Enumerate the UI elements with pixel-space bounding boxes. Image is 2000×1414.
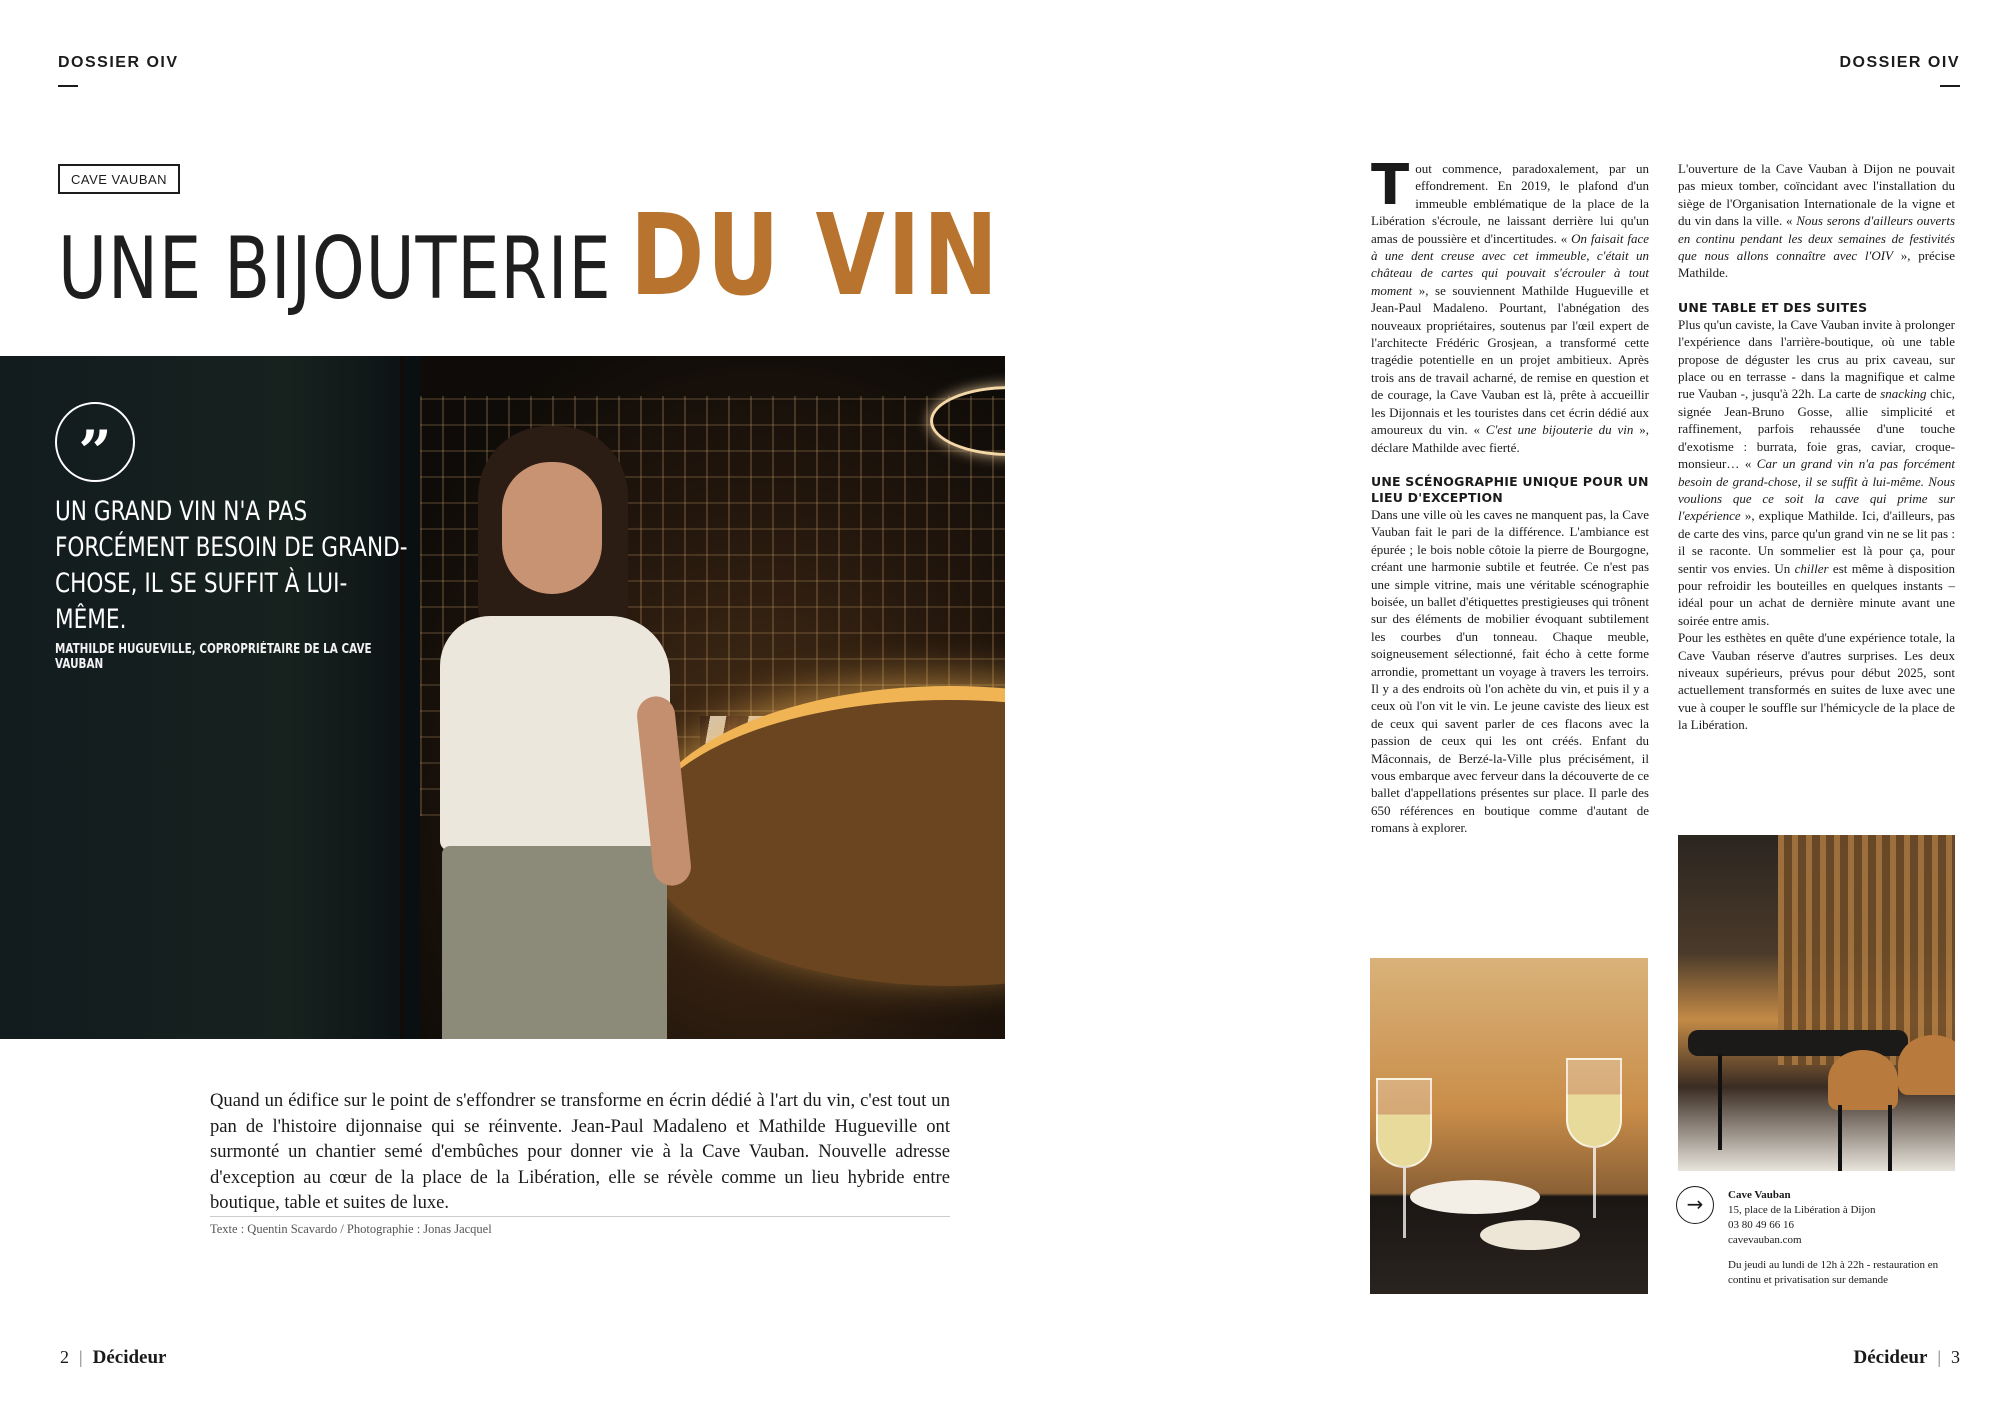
venue-address: 15, place de la Libération à Dijon [1728, 1204, 1876, 1216]
body-paragraph: Pour les esthètes en quête d'une expérience totale, la Cave Vauban réserve d'autres surprises. Les deux niveaux supérieurs, prévus pour début 2025, sont actuellement transformés en suites de luxe avec une vue à couper le souffle sur l'hémicycle de la place de la Libération. [1678, 630, 1955, 733]
portrait-trousers [442, 846, 667, 1039]
body-text: out commence, paradoxalement, par un effondrement. En 2019, le plafond d'un immeuble emblématique de la place de la Libération s'écroule, ne laissant derrière lui qu'un amas de poussière et d'incertitudes. « [1371, 161, 1649, 246]
body-text: », précise Mathilde. [1678, 248, 1956, 281]
page-number: 2 [60, 1347, 69, 1367]
chair-leg [1718, 1055, 1722, 1150]
body-quote-text: C'est une bijouterie du vin [1485, 422, 1634, 438]
pull-quote [55, 402, 415, 672]
body-paragraph [1371, 153, 1650, 456]
title-part-1: UNE BIJOUTERIE [58, 219, 612, 319]
page-number: 3 [1951, 1347, 1960, 1367]
body-paragraph [1678, 316, 1955, 629]
folio-left [60, 1347, 166, 1369]
venue-details [1728, 1188, 1968, 1288]
body-quote-text: Nous serons d'ailleurs ouverts en continu pendant les deux semaines de festivités que nous allons connaître avec l'OIV [1678, 213, 1956, 264]
body-paragraph: Dans une ville où les caves ne manquent pas, la Cave Vauban fait le pari de la différence. L'ambiance est épurée ; le bois noble côtoie la pierre de Bourgogne, créant une harmonie subtile et feutrée. Ce n'est pas une simple vitrine, mais une véritable scénographie boisée, un ballet d'étiquettes prestigieuses qui trônent sur des éléments de mobilier évoquant subtilement les courbes d'un tonneau. Chaque meuble, soigneusement sélectionné, fait écho à cette forme arrondie, promettant un voyage à travers les terroirs. Il y a des endroits où l'on achète du vin, et puis il y a ceux où l'on vit le vin. Le jeune caviste des lieux est de ceux qui savent parler de ces flacons avec la passion de ceux qui les ont créés. Enfant du Mâconnais, de Berzé-la-Ville plus précisément, il vous embarque avec ferveur dans la découverte de ce ballet d'appellations présentes sur place. Il parle des 650 références en boutique comme d'autant de romans à explorer. [1371, 506, 1649, 836]
chair-leg [1838, 1105, 1842, 1171]
body-text: Plus qu'un caviste, la Cave Vauban invite à prolonger l'expérience dans l'arrière-boutique, où une table propose de déguster les crus au prix caveau, sur place ou en terrasse - dans la magnifique et calme rue Vauban -, jusqu'à 22h. La carte de [1678, 316, 1955, 402]
section-kicker: CAVE VAUBAN [58, 164, 180, 194]
running-head-left [58, 54, 179, 87]
body-quote-text: On faisait face à une dent creuse avec cet immeuble, c'était un château de cartes qui pouvait s'écrouler à tout moment [1371, 230, 1649, 298]
running-head-left-text: DOSSIER OIV [58, 54, 179, 71]
plate [1410, 1180, 1540, 1214]
pull-quote-attribution: MATHILDE HUGUEVILLE, COPROPRIÉTAIRE DE LA CAVE VAUBAN [55, 642, 372, 672]
body-text: », se souviennent Mathilde Hugueville et Jean-Paul Madaleno. Pourtant, l'abnégation des nouveaux propriétaires, soutenus par l'œil expert de l'architecte Frédéric Grosjean, a transformé cette tragédie potentielle en un projet ambitieux. Après trois ans de travail acharné, de remise en question et de courage, la Cave Vauban est là, prête à accueillir les Dijonnais et les touristes dans cet écrin dédié aux amoureux du vin. « [1371, 282, 1649, 438]
pull-quote-text: UN GRAND VIN N'A PAS FORCÉMENT BESOIN DE GRAND-CHOSE, IL SE SUFFIT À LUI-MÊME. [55, 496, 408, 635]
running-head-rule [1940, 85, 1960, 87]
portrait-top [440, 616, 670, 851]
wine-glass [1566, 1058, 1622, 1148]
magazine-name: Décideur [92, 1347, 167, 1368]
body-text: est même à disposition pour refroidir les bouteilles en quelques instants – idéal pour un achat de dernière minute avant une soirée entre amis. [1678, 560, 1955, 628]
body-text: L'ouverture de la Cave Vauban à Dijon ne pouvait pas mieux tomber, coïncidant avec l'installation du siège de l'Organisation Internationale de la vigne et du vin dans la ville. « [1678, 161, 1955, 229]
article-intro: Quand un édifice sur le point de s'effondrer se transforme en écrin dédié à l'art du vin, c'est tout un pan de l'histoire dijonnaise qui se réinvente. Jean-Paul Madaleno et Mathilde Hugueville ont surmonté un chantier semé d'embûches pour donner vie à la Cave Vauban. Nouvelle adresse d'exception au cœur de la place de la Libération, elle se révèle comme un lieu hybride entre boutique, table et suites de luxe. [210, 1090, 950, 1213]
drop-cap: T [1371, 153, 1410, 218]
chair [1828, 1050, 1898, 1110]
running-head-right [1839, 54, 1960, 87]
venue-name: Cave Vauban [1728, 1189, 1791, 1201]
photo-wine-glasses [1370, 958, 1648, 1294]
running-head-rule [58, 85, 78, 87]
folio-separator: | [1937, 1347, 1941, 1367]
intro-divider [210, 1216, 950, 1217]
folio-right [1854, 1347, 1960, 1369]
folio-separator: | [79, 1347, 83, 1367]
venue-website: cavevauban.com [1728, 1234, 1802, 1246]
magazine-name: Décideur [1853, 1347, 1928, 1368]
plate [1480, 1220, 1580, 1250]
body-text: », déclare Mathilde avec fierté. [1371, 422, 1650, 455]
quote-mark-icon: ” [55, 402, 135, 482]
body-italic-text: chiller [1794, 560, 1829, 576]
glass-stem [1593, 1148, 1596, 1218]
chair-leg [1888, 1105, 1892, 1171]
body-paragraph [1678, 160, 1955, 282]
subheading: UNE TABLE ET DES SUITES [1678, 299, 1868, 315]
body-column-2 [1678, 160, 1955, 734]
body-quote-text: Car un grand vin n'a pas forcément besoin de grand-chose, il se suffit à lui-même. Nous voulions que ce soit la cave qui prime sur l'expérience [1678, 456, 1955, 524]
arrow-right-icon: → [1676, 1186, 1714, 1224]
portrait-face [502, 462, 602, 594]
body-text: chic, signée Jean-Bruno Gosse, allie simplicité et raffinement, parfois rehaussée d'une touche d'exotisme : burrata, foie gras, caviar, croque-monsieur… « [1678, 386, 1956, 472]
body-column-1 [1371, 153, 1650, 837]
venue-hours: Du jeudi au lundi de 12h à 22h - restauration en continu et privatisation sur demande [1728, 1259, 1939, 1286]
hero-portrait [420, 426, 710, 1039]
chair [1898, 1035, 1955, 1095]
subheading: UNE SCÉNOGRAPHIE UNIQUE POUR UN LIEU D'EXCEPTION [1371, 473, 1649, 505]
wine-glass [1376, 1078, 1432, 1168]
venue-phone: 03 80 49 66 16 [1728, 1219, 1794, 1231]
article-credits: Texte : Quentin Scavardo / Photographie : Jonas Jacquel [210, 1222, 492, 1236]
running-head-right-text: DOSSIER OIV [1839, 54, 1960, 71]
title-part-2: DU VIN [630, 191, 1001, 321]
body-italic-text: snacking [1880, 386, 1927, 402]
glass-stem [1403, 1168, 1406, 1238]
body-text: », explique Mathilde. Ici, d'ailleurs, pas de carte des vins, parce qu'un grand vin ne se lit pas : il se raconte. Un sommelier est là pour ça, pour sentir vos envies. Un [1678, 508, 1955, 576]
article-title [58, 191, 1093, 321]
photo-dining-table [1678, 835, 1955, 1171]
